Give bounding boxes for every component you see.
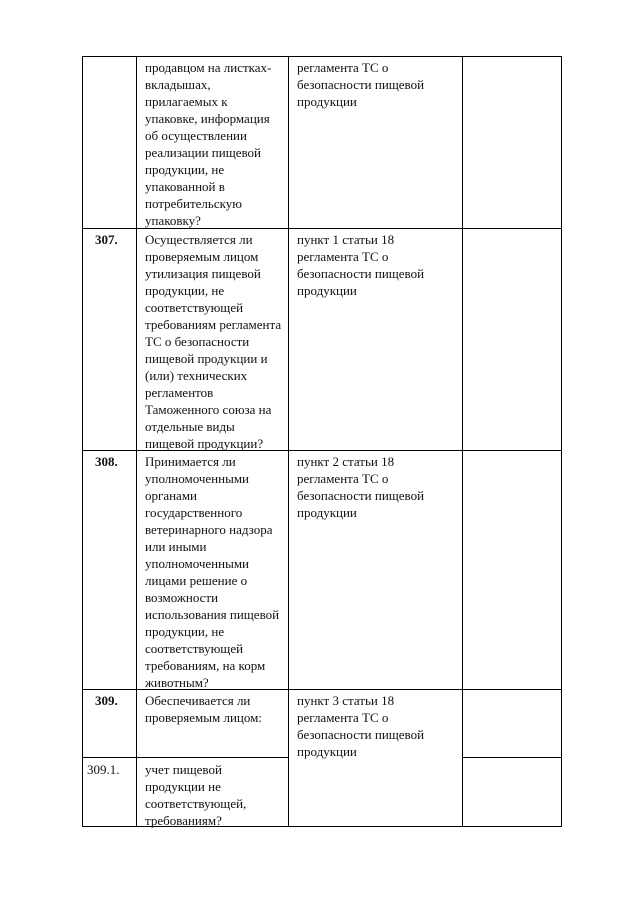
row-border-309-1 xyxy=(82,757,288,758)
question-cell: продавцом на листках- вкладышах, прилагаемых к упаковке, информация об осуществлении реализации пищевой продукции, не упакованной в потребительскую упаковку? xyxy=(145,60,272,228)
question-cell: учет пищевой продукции не соответствующей, требованиям? xyxy=(145,762,247,828)
question-cell: Принимается ли уполномоченными органами государственного ветеринарного надзора или иными уполномоченными лицами решение о возможности использования пищевой продукции, не соответствующей требованиям, на корм животным? xyxy=(145,454,280,690)
column-divider-1 xyxy=(136,56,137,827)
table-border-left xyxy=(82,56,83,827)
reference-cell: пункт 1 статьи 18 регламента ТС о безопасности пищевой продукции xyxy=(297,232,425,298)
question-cell: Осуществляется ли проверяемым лицом утилизация пищевой продукции, не соответствующей требованиям регламента ТС о безопасности пищевой продукции и (или) технических регламентов Таможенного союза на отдельные виды пищевой продукции? xyxy=(145,232,282,451)
row-number: 309.1. xyxy=(87,762,120,777)
table-border-right xyxy=(561,56,562,827)
row-border-309-1-note xyxy=(462,757,562,758)
column-divider-2 xyxy=(288,56,289,827)
reference-cell: пункт 2 статьи 18 регламента ТС о безопасности пищевой продукции xyxy=(297,454,425,520)
row-number: 307. xyxy=(95,232,118,247)
reference-cell: пункт 3 статьи 18 регламента ТС о безопасности пищевой продукции xyxy=(297,693,425,759)
row-number: 309. xyxy=(95,693,118,708)
column-divider-3 xyxy=(462,56,463,827)
question-cell: Обеспечивается ли проверяемым лицом: xyxy=(145,693,262,725)
reference-cell: регламента ТС о безопасности пищевой продукции xyxy=(297,60,425,109)
row-border-top xyxy=(82,56,562,57)
row-number: 308. xyxy=(95,454,118,469)
